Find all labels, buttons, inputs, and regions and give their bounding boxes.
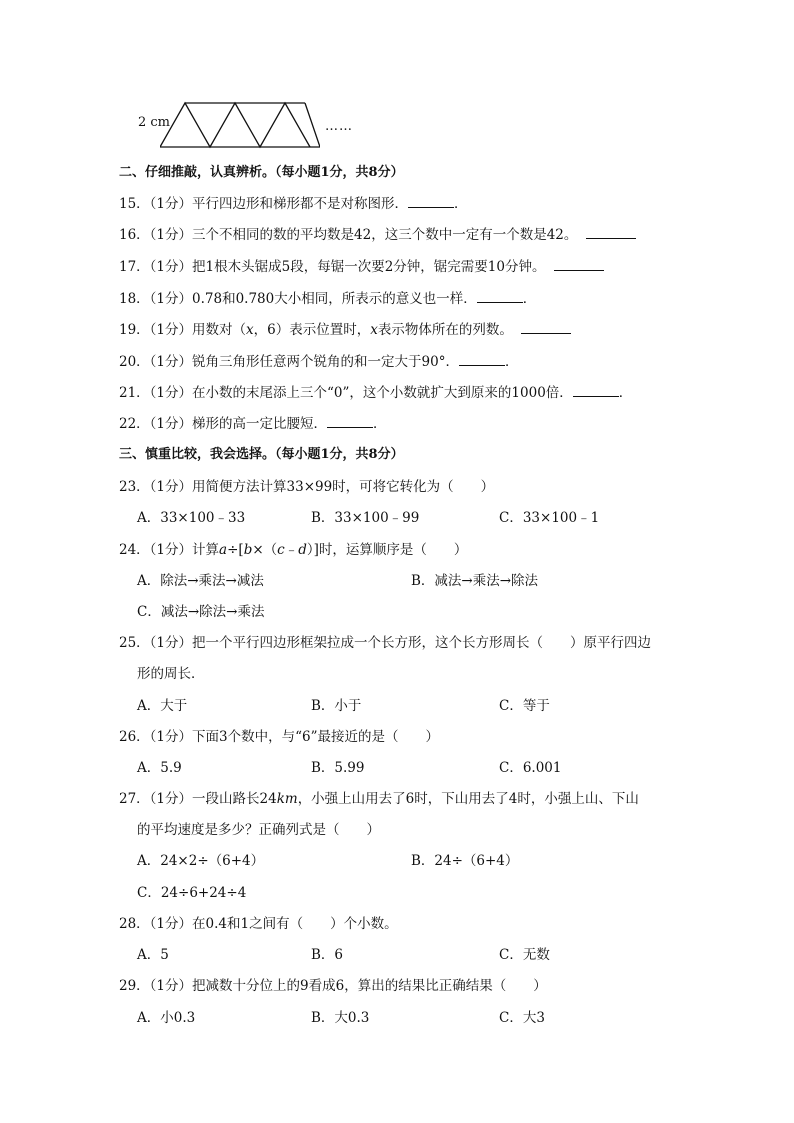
- answer-blank[interactable]: [554, 258, 604, 271]
- question-25-option-b[interactable]: B．小于: [311, 698, 362, 714]
- question-29-option-c[interactable]: C．大3: [499, 1010, 545, 1026]
- question-25-stem-line-2: 形的周长．: [137, 666, 205, 682]
- question-28-option-c[interactable]: C．无数: [499, 947, 550, 963]
- question-27-option-c[interactable]: C．24÷6+24÷4: [137, 885, 247, 901]
- question-23-stem: 23．（1分）用简便方法计算33×99时，可将它转化为（ ）: [119, 479, 495, 495]
- section-2-title: 二、仔细推敲，认真辨析。（每小题1分，共8分）: [119, 165, 404, 180]
- question-23-option-c[interactable]: C．33×100﹣1: [499, 510, 600, 526]
- question-23-option-b[interactable]: B．33×100﹣99: [311, 510, 420, 526]
- question-24-option-b[interactable]: B．减法→乘法→除法: [411, 573, 539, 589]
- question-26-option-c[interactable]: C．6.001: [499, 760, 562, 776]
- question-29-option-a[interactable]: A．小0.3: [137, 1010, 196, 1026]
- question-29-option-b[interactable]: B．大0.3: [311, 1010, 370, 1026]
- question-20: 20．（1分）锐角三角形任意两个锐角的和一定大于90°． ．: [119, 354, 519, 370]
- question-26-option-b[interactable]: B．5.99: [311, 760, 365, 776]
- question-28-option-b[interactable]: B．6: [311, 947, 344, 963]
- question-28-stem: 28．（1分）在0.4和1之间有（ ）个小数。: [119, 916, 398, 932]
- question-18: 18．（1分）0.78和0.780大小相同，所表示的意义也一样． ．: [119, 291, 537, 307]
- question-29-stem: 29．（1分）把减数十分位上的9看成6，算出的结果比正确结果（ ）: [119, 978, 547, 994]
- answer-blank[interactable]: [408, 195, 454, 208]
- question-27-stem-line-2: 的平均速度是多少？正确列式是（ ）: [137, 822, 380, 838]
- question-17: 17．（1分）把1根木头锯成5段，每锯一次要2分钟，锯完需要10分钟。: [119, 258, 604, 276]
- question-26-option-a[interactable]: A．5.9: [137, 760, 182, 776]
- question-23-option-a[interactable]: A．33×100﹣33: [137, 510, 246, 526]
- question-15: 15．（1分）平行四边形和梯形都不是对称图形． ．: [119, 196, 468, 212]
- question-28-option-a[interactable]: A．5: [137, 947, 169, 963]
- question-27-stem-line-1: 27．（1分）一段山路长24km，小强上山用去了6时，下山用去了4时，小强上山、下山: [119, 791, 639, 807]
- question-26-stem: 26．（1分）下面3个数中，与“6”最接近的是（ ）: [119, 729, 439, 745]
- question-24-option-c[interactable]: C．减法→除法→乘法: [137, 604, 265, 620]
- section-3-title: 三、慎重比较，我会选择。（每小题1分，共8分）: [119, 447, 404, 462]
- question-16: 16．（1分）三个不相同的数的平均数是42，这三个数中一定有一个数是42。: [119, 226, 636, 244]
- question-25-option-c[interactable]: C．等于: [499, 698, 550, 714]
- question-21: 21．（1分）在小数的末尾添上三个“0”，这个小数就扩大到原来的1000倍． ．: [119, 385, 633, 401]
- question-27-option-b[interactable]: B．24÷（6+4）: [411, 853, 519, 869]
- figure-ellipsis: ……: [325, 119, 353, 134]
- answer-blank[interactable]: [521, 321, 571, 334]
- triangle-strip-drawing: [160, 100, 320, 150]
- triangle-strip-figure: [138, 100, 368, 152]
- question-25-stem-line-1: 25．（1分）把一个平行四边形框架拉成一个长方形，这个长方形周长（ ）原平行四边: [119, 635, 652, 651]
- answer-blank[interactable]: [327, 415, 373, 428]
- question-27-option-a[interactable]: A．24×2÷（6+4）: [137, 853, 265, 869]
- question-24-stem: 24．（1分）计算a÷[b×（c﹣d）]时，运算顺序是（ ）: [119, 542, 468, 558]
- answer-blank[interactable]: [477, 290, 523, 303]
- answer-blank[interactable]: [586, 226, 636, 239]
- answer-blank[interactable]: [459, 353, 505, 366]
- question-22: 22．（1分）梯形的高一定比腰短． ．: [119, 416, 387, 432]
- question-25-option-a[interactable]: A．大于: [137, 698, 188, 714]
- answer-blank[interactable]: [573, 384, 619, 397]
- question-19: 19．（1分）用数对（x，6）表示位置时，x表示物体所在的列数。: [119, 321, 571, 339]
- question-24-option-a[interactable]: A．除法→乘法→减法: [137, 573, 264, 589]
- figure-side-label: 2 cm: [138, 115, 171, 130]
